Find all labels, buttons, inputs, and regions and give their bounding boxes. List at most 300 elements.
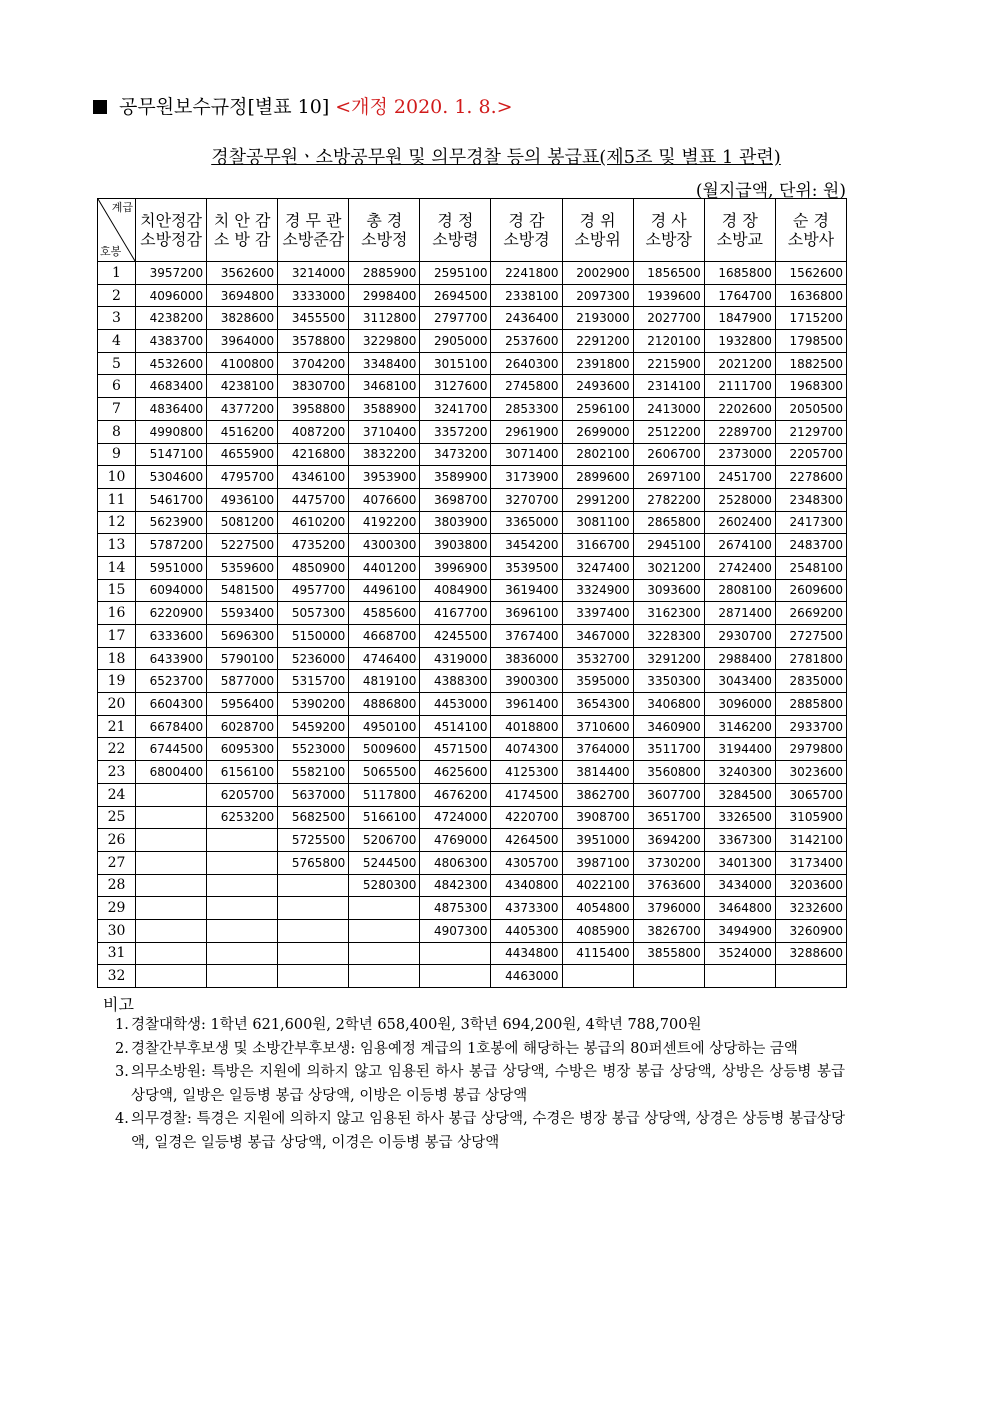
table-row (98, 511, 847, 534)
salary-cell: 3112800 (349, 307, 420, 330)
salary-cell: 3043400 (704, 670, 775, 693)
salary-cell: 5150000 (278, 625, 349, 648)
salary-cell: 4264500 (491, 829, 562, 852)
salary-cell: 5359600 (207, 556, 278, 579)
salary-cell: 2835000 (775, 670, 846, 693)
table-header-row (98, 199, 847, 262)
salary-cell: 3696100 (491, 602, 562, 625)
salary-cell (278, 965, 349, 988)
step-cell: 26 (98, 829, 136, 852)
salary-cell: 2002900 (562, 262, 633, 285)
salary-cell: 3284500 (704, 783, 775, 806)
salary-cell: 6095300 (207, 738, 278, 761)
salary-cell (704, 965, 775, 988)
salary-cell: 4373300 (491, 897, 562, 920)
salary-cell: 4683400 (136, 375, 207, 398)
salary-cell: 3694800 (207, 284, 278, 307)
salary-cell: 4305700 (491, 851, 562, 874)
salary-cell: 4907300 (420, 919, 491, 942)
rank-police: 경 감 (508, 211, 545, 230)
salary-cell: 3828600 (207, 307, 278, 330)
remarks-list (115, 1014, 845, 1155)
salary-cell: 4238100 (207, 375, 278, 398)
salary-cell: 6156100 (207, 761, 278, 784)
salary-cell: 1562600 (775, 262, 846, 285)
salary-cell: 3401300 (704, 851, 775, 874)
salary-cell: 3127600 (420, 375, 491, 398)
salary-cell: 4735200 (278, 534, 349, 557)
salary-cell: 3619400 (491, 579, 562, 602)
salary-cell: 2933700 (775, 715, 846, 738)
table-row (98, 738, 847, 761)
remark-item (115, 1038, 845, 1062)
salary-cell: 3803900 (420, 511, 491, 534)
salary-cell: 2278600 (775, 466, 846, 489)
table-row (98, 965, 847, 988)
salary-cell: 4532600 (136, 352, 207, 375)
salary-cell: 3166700 (562, 534, 633, 557)
rank-fire: 소방준감 (282, 230, 345, 249)
table-row (98, 443, 847, 466)
salary-cell (207, 897, 278, 920)
salary-cell: 3767400 (491, 625, 562, 648)
remark-text: 의무경찰: 특경은 지원에 의하지 않고 임용된 하사 봉급 상당액, 수경은 병장 봉급 상당액, 상경은 상등병 봉급상당액, 일경은 일등병 봉급 상당액, 이경은 이등병 봉급 상당액 (131, 1111, 845, 1151)
salary-cell: 6523700 (136, 670, 207, 693)
salary-cell: 3710600 (562, 715, 633, 738)
salary-cell: 6678400 (136, 715, 207, 738)
salary-cell: 3562600 (207, 262, 278, 285)
salary-cell: 2871400 (704, 602, 775, 625)
salary-cell (420, 942, 491, 965)
salary-cell: 2193000 (562, 307, 633, 330)
salary-cell: 2808100 (704, 579, 775, 602)
salary-cell: 4463000 (491, 965, 562, 988)
salary-cell (207, 965, 278, 988)
column-header (491, 199, 562, 262)
salary-cell: 3903800 (420, 534, 491, 557)
salary-cell: 4346100 (278, 466, 349, 489)
salary-cell: 3473200 (420, 443, 491, 466)
salary-table-body (98, 262, 847, 988)
step-cell: 10 (98, 466, 136, 489)
salary-cell: 3093600 (633, 579, 704, 602)
salary-cell: 2537600 (491, 330, 562, 353)
salary-cell: 6744500 (136, 738, 207, 761)
rank-fire: 소방정 (361, 230, 408, 249)
step-cell: 15 (98, 579, 136, 602)
salary-cell: 4842300 (420, 874, 491, 897)
remark-item (115, 1108, 845, 1155)
remarks-label: 비고 (103, 995, 134, 1014)
salary-cell: 5725500 (278, 829, 349, 852)
salary-cell: 3406800 (633, 693, 704, 716)
salary-cell: 2865800 (633, 511, 704, 534)
salary-cell: 4475700 (278, 488, 349, 511)
column-header (349, 199, 420, 262)
salary-cell: 5765800 (278, 851, 349, 874)
salary-cell: 4746400 (349, 647, 420, 670)
salary-cell (278, 874, 349, 897)
salary-cell: 2930700 (704, 625, 775, 648)
salary-cell: 4769000 (420, 829, 491, 852)
salary-cell: 2602400 (704, 511, 775, 534)
salary-cell: 4054800 (562, 897, 633, 920)
salary-cell: 5065500 (349, 761, 420, 784)
salary-cell: 5009600 (349, 738, 420, 761)
rank-fire: 소방교 (716, 230, 763, 249)
table-row (98, 897, 847, 920)
salary-cell: 2595100 (420, 262, 491, 285)
salary-cell (562, 965, 633, 988)
salary-cell: 2782200 (633, 488, 704, 511)
salary-cell: 3326500 (704, 806, 775, 829)
salary-cell: 3350300 (633, 670, 704, 693)
step-cell: 19 (98, 670, 136, 693)
salary-cell: 2945100 (633, 534, 704, 557)
salary-cell: 3071400 (491, 443, 562, 466)
rank-police: 경 장 (721, 211, 758, 230)
salary-cell: 5117800 (349, 783, 420, 806)
salary-cell: 5582100 (278, 761, 349, 784)
salary-cell: 3270700 (491, 488, 562, 511)
salary-cell: 1685800 (704, 262, 775, 285)
salary-cell: 2988400 (704, 647, 775, 670)
salary-cell: 5304600 (136, 466, 207, 489)
table-row (98, 693, 847, 716)
salary-cell: 4610200 (278, 511, 349, 534)
salary-cell: 2289700 (704, 420, 775, 443)
salary-cell: 2596100 (562, 398, 633, 421)
salary-cell: 4238200 (136, 307, 207, 330)
salary-cell (349, 897, 420, 920)
salary-cell (278, 942, 349, 965)
salary-cell (775, 965, 846, 988)
salary-cell: 4936100 (207, 488, 278, 511)
remark-item (115, 1014, 845, 1038)
salary-cell: 2314100 (633, 375, 704, 398)
step-cell: 25 (98, 806, 136, 829)
column-header (207, 199, 278, 262)
salary-cell: 4795700 (207, 466, 278, 489)
salary-cell: 3957200 (136, 262, 207, 285)
salary-cell: 5956400 (207, 693, 278, 716)
salary-cell: 2436400 (491, 307, 562, 330)
salary-cell: 3021200 (633, 556, 704, 579)
salary-cell: 1847900 (704, 307, 775, 330)
salary-cell (207, 919, 278, 942)
salary-cell: 2961900 (491, 420, 562, 443)
salary-cell: 2391800 (562, 352, 633, 375)
salary-cell: 3291200 (633, 647, 704, 670)
salary-cell: 3958800 (278, 398, 349, 421)
salary-cell: 3240300 (704, 761, 775, 784)
salary-cell: 3996900 (420, 556, 491, 579)
table-row (98, 466, 847, 489)
salary-cell: 5166100 (349, 806, 420, 829)
salary-cell: 2548100 (775, 556, 846, 579)
salary-cell: 4167700 (420, 602, 491, 625)
salary-cell: 3578800 (278, 330, 349, 353)
salary-cell: 2991200 (562, 488, 633, 511)
salary-cell: 2413000 (633, 398, 704, 421)
salary-cell: 4886800 (349, 693, 420, 716)
salary-cell: 2373000 (704, 443, 775, 466)
salary-cell: 2493600 (562, 375, 633, 398)
salary-cell: 3900300 (491, 670, 562, 693)
salary-cell: 2699000 (562, 420, 633, 443)
salary-cell: 4836400 (136, 398, 207, 421)
salary-cell: 3105900 (775, 806, 846, 829)
salary-cell: 3704200 (278, 352, 349, 375)
table-row (98, 625, 847, 648)
salary-cell: 3855800 (633, 942, 704, 965)
salary-cell: 4405300 (491, 919, 562, 942)
salary-cell: 4990800 (136, 420, 207, 443)
salary-cell: 3065700 (775, 783, 846, 806)
salary-cell: 4192200 (349, 511, 420, 534)
salary-cell: 2742400 (704, 556, 775, 579)
salary-cell: 1939600 (633, 284, 704, 307)
salary-cell: 3146200 (704, 715, 775, 738)
salary-cell (349, 942, 420, 965)
salary-cell: 3651700 (633, 806, 704, 829)
salary-cell: 5459200 (278, 715, 349, 738)
salary-cell: 2338100 (491, 284, 562, 307)
salary-cell: 4319000 (420, 647, 491, 670)
salary-cell: 3468100 (349, 375, 420, 398)
salary-cell: 3365000 (491, 511, 562, 534)
salary-cell: 1932800 (704, 330, 775, 353)
salary-cell: 3796000 (633, 897, 704, 920)
salary-cell: 3247400 (562, 556, 633, 579)
salary-cell: 3763600 (633, 874, 704, 897)
salary-cell: 6205700 (207, 783, 278, 806)
salary-cell (136, 874, 207, 897)
salary-cell: 4018800 (491, 715, 562, 738)
salary-cell (136, 851, 207, 874)
salary-cell: 3232600 (775, 897, 846, 920)
salary-cell: 3494900 (704, 919, 775, 942)
salary-cell: 3173900 (491, 466, 562, 489)
salary-cell: 6433900 (136, 647, 207, 670)
rank-fire: 소 방 감 (213, 230, 271, 249)
table-row (98, 919, 847, 942)
salary-cell: 3324900 (562, 579, 633, 602)
salary-cell: 3260900 (775, 919, 846, 942)
salary-cell (633, 965, 704, 988)
salary-cell: 3589900 (420, 466, 491, 489)
salary-cell: 4245500 (420, 625, 491, 648)
salary-cell: 4655900 (207, 443, 278, 466)
salary-cell: 6333600 (136, 625, 207, 648)
salary-cell: 3464800 (704, 897, 775, 920)
salary-cell: 2348300 (775, 488, 846, 511)
salary-cell: 3654300 (562, 693, 633, 716)
salary-cell: 4220700 (491, 806, 562, 829)
rank-police: 경 정 (437, 211, 474, 230)
salary-cell: 5206700 (349, 829, 420, 852)
step-cell: 27 (98, 851, 136, 874)
salary-cell: 3710400 (349, 420, 420, 443)
salary-cell: 4676200 (420, 783, 491, 806)
salary-cell: 4875300 (420, 897, 491, 920)
salary-cell: 2979800 (775, 738, 846, 761)
step-cell: 13 (98, 534, 136, 557)
step-cell: 22 (98, 738, 136, 761)
salary-cell: 3764000 (562, 738, 633, 761)
salary-cell: 2027700 (633, 307, 704, 330)
step-cell: 24 (98, 783, 136, 806)
salary-cell: 2241800 (491, 262, 562, 285)
salary-cell: 3607700 (633, 783, 704, 806)
step-cell: 16 (98, 602, 136, 625)
salary-cell: 3908700 (562, 806, 633, 829)
salary-cell: 3836000 (491, 647, 562, 670)
salary-cell: 3524000 (704, 942, 775, 965)
step-cell: 11 (98, 488, 136, 511)
salary-cell: 2129700 (775, 420, 846, 443)
salary-cell: 6604300 (136, 693, 207, 716)
salary-cell: 1764700 (704, 284, 775, 307)
table-row (98, 534, 847, 557)
salary-cell: 3730200 (633, 851, 704, 874)
salary-cell: 2451700 (704, 466, 775, 489)
salary-cell: 5227500 (207, 534, 278, 557)
column-header (420, 199, 491, 262)
salary-cell: 3511700 (633, 738, 704, 761)
salary-table (97, 198, 847, 988)
salary-cell (278, 919, 349, 942)
salary-cell: 3826700 (633, 919, 704, 942)
step-cell: 31 (98, 942, 136, 965)
salary-cell: 2215900 (633, 352, 704, 375)
salary-cell: 3348400 (349, 352, 420, 375)
salary-cell: 3532700 (562, 647, 633, 670)
salary-cell: 5593400 (207, 602, 278, 625)
salary-cell: 5481500 (207, 579, 278, 602)
salary-cell: 3961400 (491, 693, 562, 716)
salary-cell (278, 897, 349, 920)
salary-cell: 4516200 (207, 420, 278, 443)
salary-cell (207, 851, 278, 874)
salary-cell: 5244500 (349, 851, 420, 874)
step-cell: 2 (98, 284, 136, 307)
salary-cell: 4850900 (278, 556, 349, 579)
salary-cell: 4174500 (491, 783, 562, 806)
salary-cell: 5236000 (278, 647, 349, 670)
salary-cell (207, 829, 278, 852)
step-cell: 18 (98, 647, 136, 670)
salary-cell: 4087200 (278, 420, 349, 443)
rank-police: 순 경 (792, 211, 829, 230)
salary-cell (207, 942, 278, 965)
salary-cell: 4388300 (420, 670, 491, 693)
salary-cell: 3203600 (775, 874, 846, 897)
salary-cell: 3241700 (420, 398, 491, 421)
salary-cell: 2483700 (775, 534, 846, 557)
rank-fire: 소방위 (574, 230, 621, 249)
salary-cell (136, 783, 207, 806)
salary-cell: 5877000 (207, 670, 278, 693)
salary-cell: 3229800 (349, 330, 420, 353)
step-cell: 5 (98, 352, 136, 375)
page-heading (93, 92, 513, 119)
rank-police: 경 위 (579, 211, 616, 230)
column-header (633, 199, 704, 262)
salary-cell: 2727500 (775, 625, 846, 648)
remark-text: 의무소방원: 특방은 지원에 의하지 않고 임용된 하사 봉급 상당액, 수방은 병장 봉급 상당액, 상방은 상등병 봉급 상당액, 일방은 일등병 봉급 상당액, 이방은 이등병 봉급 상당액 (131, 1064, 845, 1104)
remark-number: 2. (115, 1040, 129, 1057)
salary-cell: 1882500 (775, 352, 846, 375)
step-cell: 14 (98, 556, 136, 579)
salary-cell: 3460900 (633, 715, 704, 738)
salary-cell: 4957700 (278, 579, 349, 602)
salary-cell: 2905000 (420, 330, 491, 353)
table-row (98, 942, 847, 965)
salary-cell: 5523000 (278, 738, 349, 761)
table-row (98, 602, 847, 625)
salary-cell: 4950100 (349, 715, 420, 738)
salary-cell: 6253200 (207, 806, 278, 829)
table-row (98, 488, 847, 511)
column-header (775, 199, 846, 262)
step-axis-label: 호봉 (100, 245, 122, 258)
salary-cell: 1715200 (775, 307, 846, 330)
salary-cell: 2745800 (491, 375, 562, 398)
step-cell: 1 (98, 262, 136, 285)
salary-cell: 4022100 (562, 874, 633, 897)
salary-cell: 2512200 (633, 420, 704, 443)
salary-cell (136, 806, 207, 829)
salary-cell: 1968300 (775, 375, 846, 398)
step-cell: 3 (98, 307, 136, 330)
salary-cell: 6028700 (207, 715, 278, 738)
salary-cell: 4514100 (420, 715, 491, 738)
revision-note: <개정 2020. 1. 8.> (335, 96, 513, 118)
salary-cell: 4115400 (562, 942, 633, 965)
salary-cell (136, 919, 207, 942)
table-row (98, 783, 847, 806)
salary-cell: 2111700 (704, 375, 775, 398)
step-cell: 29 (98, 897, 136, 920)
salary-cell (136, 942, 207, 965)
salary-cell: 3454200 (491, 534, 562, 557)
step-cell: 4 (98, 330, 136, 353)
column-header (136, 199, 207, 262)
salary-cell: 2674100 (704, 534, 775, 557)
remark-number: 3. (115, 1064, 129, 1080)
remark-number: 4. (115, 1111, 129, 1127)
salary-cell: 2802100 (562, 443, 633, 466)
table-row (98, 579, 847, 602)
salary-cell: 3397400 (562, 602, 633, 625)
salary-cell: 3162300 (633, 602, 704, 625)
salary-cell: 5280300 (349, 874, 420, 897)
step-cell: 32 (98, 965, 136, 988)
salary-cell: 4383700 (136, 330, 207, 353)
salary-cell: 2050500 (775, 398, 846, 421)
remark-text: 경찰간부후보생 및 소방간부후보생: 임용예정 계급의 1호봉에 해당하는 봉급의 80퍼센트에 상당하는 금액 (131, 1040, 798, 1057)
rank-police: 경 사 (650, 211, 687, 230)
rank-fire: 소방경 (503, 230, 550, 249)
rank-police: 치 안 감 (213, 211, 271, 230)
salary-cell (136, 897, 207, 920)
salary-cell: 3987100 (562, 851, 633, 874)
salary-cell: 2417300 (775, 511, 846, 534)
salary-cell: 3096000 (704, 693, 775, 716)
salary-cell: 4724000 (420, 806, 491, 829)
salary-cell (349, 965, 420, 988)
